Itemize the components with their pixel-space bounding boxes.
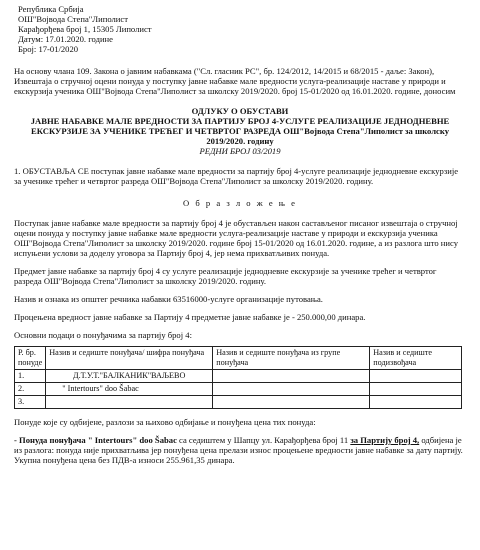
table-cell: 3. <box>15 396 46 409</box>
rejected-bid-reason: одбијена је из разлога: понуда није прихватљива јер понуђена цена прелази износ процењене вредности јавне набавке за дату партију. Укупна понуђена цена без ПДВ-а износи 255.961,35 динара. <box>14 435 463 465</box>
header-number: Број: 17-01/2020 <box>18 44 79 54</box>
table-header-cell: Назив и седиште понуђача/ шифра понуђача <box>46 347 213 370</box>
rejected-bid-partija: за Партију број 4, <box>350 435 420 445</box>
explanation-paragraph-2: Предмет јавне набавке за партију број 4 су услуге реализације једнодневне екскурзије за ученике трећег и четвртог разреда ОШ"Војвода Степа"Липолист за школску 2019/2020. годину. <box>14 266 437 286</box>
rejected-bid-paragraph <box>14 435 466 465</box>
table-cell: 2. <box>15 383 46 396</box>
table-row <box>15 383 462 396</box>
intro-paragraph: На основу члана 109. Закона о јавним набавкама ("Сл. гласник РС", бр. 124/2012, 14/2015 и 68/2015 - даље: Закон), Извештаја о стручној оцени понуда у поступку јавне набавке мале вредности услуга-реализације наставе у природи и екскурзија ученика ОШ"Војвода Степа"Липолист за школску 2019/2020. број 15-01/2020 од 16.01.2020. године, доносим <box>14 66 456 96</box>
table-cell: " Intertours" doo Šabac <box>46 383 213 396</box>
estimated-value-paragraph: Процењена вредност јавне набавке за Партију 4 предметне јавне набавке је - 250.000,00 динара. <box>14 312 366 322</box>
header-school: ОШ"Војвода Степа"Липолист <box>18 14 128 24</box>
table-header-cell: Назив и седиште подизвођача <box>370 347 462 370</box>
header-country: Република Србија <box>18 4 84 14</box>
table-cell: 1. <box>15 370 46 383</box>
title-line-2: ЈАВНЕ НАБАВКЕ МАЛЕ ВРЕДНОСТИ ЗА ПАРТИЈУ БРОЈ 4-УСЛУГЕ РЕАЛИЗАЦИЈЕ ЈЕДНОДНЕВНЕ ЕКСКУРЗИЈЕ ЗА УЧЕНИКЕ ТРЕЋЕГ И ЧЕТВРТОГ РАЗРЕДА ОШ"Војвода Степа"Липолист за школску 2019/2020. годину <box>30 116 450 146</box>
table-cell <box>370 396 462 409</box>
table-cell <box>213 396 370 409</box>
explanation-paragraph-1: Поступак јавне набавке мале вредности за партију број 4 је обустављен након састављеног писаног извештаја о стручној оцени понуда у поступку јавне набавке мале вредности услуга-реализације наставе у природи и екскурзија ученика ОШ"Војвода Степа"Липолист за школску 2019/2020. године број 15-01/2020 од 16.01.2020. године, а из разлога што нису испуњени услови за доделу уговора за Партију број 4, јер нема прихватљивих понуда. <box>14 218 458 258</box>
table-cell <box>213 383 370 396</box>
table-row <box>15 396 462 409</box>
decision-title <box>14 106 466 156</box>
table-cell <box>46 396 213 409</box>
table-row <box>15 370 462 383</box>
header-date: Датум: 17.01.2020. године <box>18 34 113 44</box>
table-header-row <box>15 347 462 370</box>
decision-paragraph: 1. ОБУСТАВЉА СЕ поступак јавне набавке мале вредности за партију број 4-услуге реализације једнодневне екскурзије за ученике трећег и четвртог разреда ОШ"Војвода Степа"Липолист за школску 2019/2020. годину. <box>14 166 459 186</box>
bidders-intro: Основни подаци о понуђачима за партију број 4: <box>14 330 192 340</box>
table-cell: Д.Т.У.Т."БАЛКАНИК"ВАЉЕВО <box>46 370 213 383</box>
table-cell <box>370 383 462 396</box>
table-cell <box>213 370 370 383</box>
table-cell <box>370 370 462 383</box>
table-header-cell: Р. бр. понуде <box>15 347 46 370</box>
document-header <box>18 4 466 54</box>
title-line-3: РЕДНИ БРОЈ 03/2019 <box>199 146 281 156</box>
explanation-heading: О б р а з л о ж е њ е <box>183 198 297 208</box>
vocabulary-paragraph: Назив и ознака из општег речника набавки 63516000-услуге организације путовања. <box>14 294 323 304</box>
table-header-cell: Назив и седиште понуђача из групе понуђача <box>213 347 370 370</box>
rejected-bids-intro: Понуде које су одбијене, разлози за њихово одбијање и понуђена цена тих понуда: <box>14 417 316 427</box>
bidders-table <box>14 346 462 409</box>
header-address: Карађорђева број 1, 15305 Липолист <box>18 24 152 34</box>
rejected-bidder-address: са седиштем у Шапцу ул. Карађорђева број 11 <box>176 435 351 445</box>
title-line-1: ОДЛУКУ О ОБУСТАВИ <box>191 106 289 116</box>
rejected-bidder-name: - Понуда понуђача " Intertours" doo Šabac <box>14 435 177 445</box>
